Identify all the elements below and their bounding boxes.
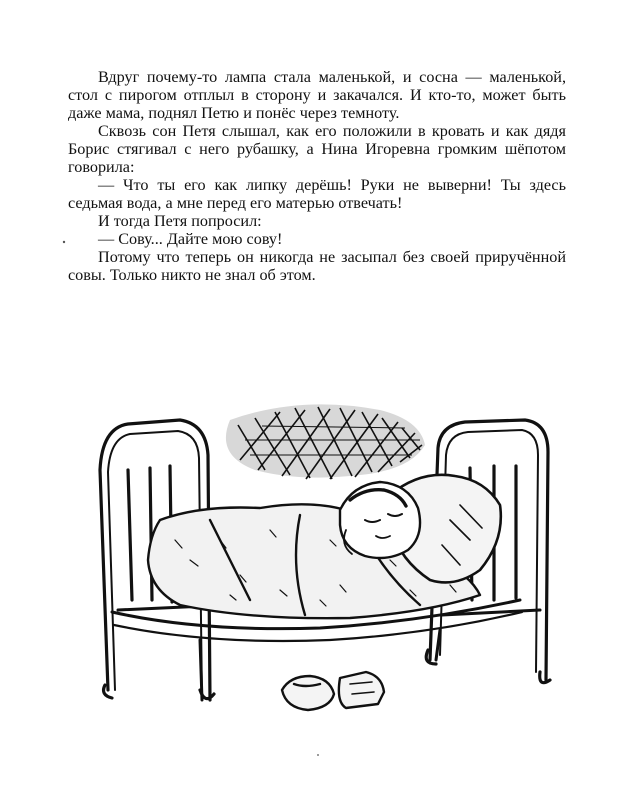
shoes-on-floor [282,672,384,710]
sleeping-boy-head [340,482,420,558]
paragraph-6: Потому что теперь он никогда не засыпал без своей приручённой совы. Только никто не знал об этом. [68,248,566,284]
paragraph-4: И тогда Петя попросил: [98,212,262,230]
paragraph-2: Сквозь сон Петя слышал, как его положили в кровать и как дядя Борис стягивал с него рубашку, а Нина Игоревна громким шёпотом говорила: [68,122,566,176]
lamp-shadow-hatching [226,404,425,479]
paragraph-3: — Что ты его как липку дерёшь! Руки не выверни! Ты здесь седьмая вода, а мне перед его матерью отвечать! [68,176,566,212]
paragraph-1: Вдруг почему-то лампа стала маленькой, и сосна — маленькой, стол с пирогом отплыл в сторону и закачался. И кто-то, может быть даже мама, поднял Петю и понёс через темноту. [68,68,566,122]
paragraph-5: — Сову... Дайте мою сову! [98,230,283,248]
